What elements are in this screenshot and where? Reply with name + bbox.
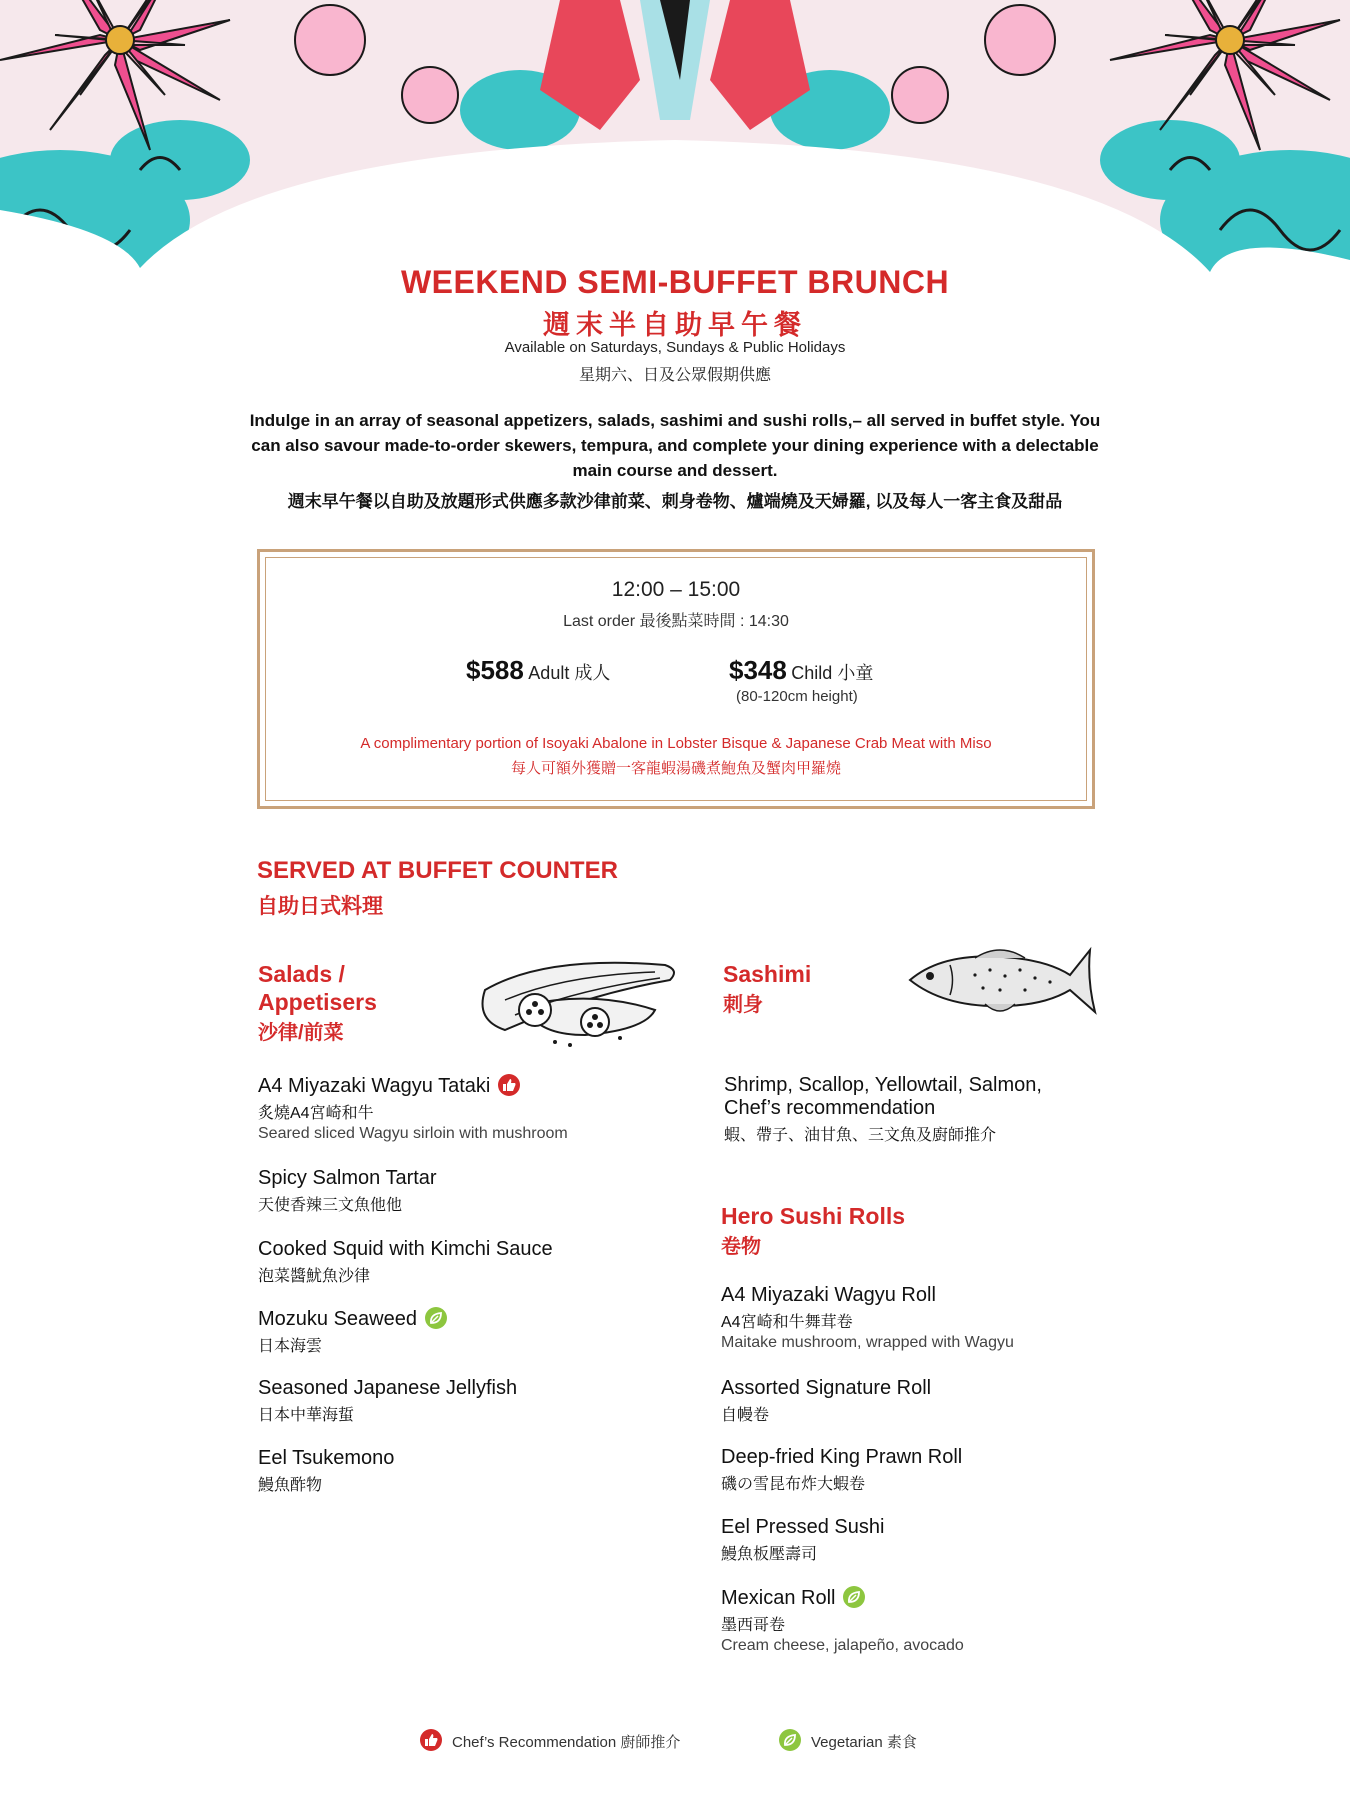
page-title-chinese: 週末半自助早午餐 (543, 310, 807, 340)
item-name: Eel Tsukemono (258, 1447, 395, 1469)
menu-item (258, 1377, 517, 1425)
menu-item (258, 1447, 394, 1495)
item-chinese: 鰻魚酢物 (258, 1477, 323, 1494)
item-chinese: 自幔卷 (721, 1407, 770, 1424)
item-name: Cooked Squid with Kimchi Sauce (258, 1238, 553, 1260)
section-heading: SERVED AT BUFFET COUNTER (257, 857, 618, 884)
complimentary-offer: A complimentary portion of Isoyaki Abalone in Lobster Bisque & Japanese Crab Meat with Miso (360, 735, 992, 752)
rolls-title-chinese: 卷物 (721, 1236, 761, 1258)
menu-item (258, 1074, 568, 1143)
item-name: A4 Miyazaki Wagyu Roll (721, 1284, 936, 1306)
item-chinese: 蝦、帶子、油甘魚、三文魚及廚師推介 (724, 1127, 997, 1144)
salads-category-title (258, 960, 377, 1045)
salads-title-chinese: 沙律/前菜 (258, 1022, 344, 1044)
item-name: Assorted Signature Roll (721, 1377, 932, 1399)
service-hours: 12:00 – 15:00 (611, 578, 741, 601)
item-description: Seared sliced Wagyu sirloin with mushroom (258, 1125, 568, 1142)
rolls-title: Hero Sushi Rolls (721, 1203, 906, 1229)
item-chinese: 天使香辣三文魚他他 (258, 1197, 403, 1214)
salads-title-line2: Appetisers (258, 989, 377, 1015)
child-height-note: (80-120cm height) (736, 688, 858, 705)
section-heading-chinese: 自助日式料理 (257, 895, 383, 918)
adult-label: Adult 成人 (528, 663, 611, 683)
sashimi-category-title (723, 960, 811, 1017)
page-title: WEEKEND SEMI-BUFFET BRUNCH (400, 264, 950, 300)
child-label: Child 小童 (791, 663, 874, 683)
item-chinese: 磯の雪昆布炸大蝦卷 (721, 1476, 866, 1493)
item-chinese: 日本中華海蜇 (258, 1407, 355, 1424)
item-name: A4 Miyazaki Wagyu Tataki (258, 1075, 491, 1097)
sashimi-title-chinese: 刺身 (723, 994, 763, 1016)
item-name: Spicy Salmon Tartar (258, 1167, 437, 1189)
menu-item (724, 1074, 1042, 1145)
menu-item (258, 1238, 553, 1286)
menu-item (258, 1167, 437, 1215)
item-chinese: 炙燒A4宮崎和牛 (258, 1105, 374, 1122)
thumbs-up-icon (498, 1074, 520, 1096)
legend-vegetarian (779, 1729, 917, 1752)
menu-item (721, 1446, 962, 1494)
item-name: Eel Pressed Sushi (721, 1516, 885, 1538)
adult-price-block (466, 655, 610, 686)
thumbs-up-icon (420, 1729, 442, 1751)
last-order-time: Last order 最後點菜時間 : 14:30 (563, 613, 789, 630)
menu-item (258, 1307, 447, 1356)
item-chinese: 墨西哥卷 (721, 1617, 786, 1634)
fish-illustration (905, 940, 1100, 1025)
item-name: Seasoned Japanese Jellyfish (258, 1377, 518, 1399)
availability-text: Available on Saturdays, Sundays & Public Holidays (504, 339, 846, 356)
availability-text-chinese: 星期六、日及公眾假期供應 (578, 367, 771, 384)
item-description: Cream cheese, jalapeño, avocado (721, 1637, 964, 1654)
child-price: $348 (729, 655, 787, 685)
item-chinese: 日本海雲 (258, 1338, 323, 1355)
legend-veg-label: Vegetarian 素食 (811, 1734, 917, 1751)
item-name-line2: Chef’s recommendation (724, 1097, 936, 1119)
item-name: Mexican Roll (721, 1587, 836, 1609)
menu-item (721, 1284, 1014, 1352)
leaf-icon (779, 1729, 801, 1751)
legend-chef-recommendation (420, 1729, 680, 1752)
child-price-block (729, 655, 873, 686)
item-chinese: 泡菜醬魷魚沙律 (258, 1268, 371, 1285)
item-name: Mozuku Seaweed (258, 1308, 417, 1330)
adult-price: $588 (466, 655, 524, 685)
item-chinese: A4宮崎和牛舞茸卷 (721, 1314, 853, 1331)
item-name-line1: Shrimp, Scallop, Yellowtail, Salmon, (724, 1074, 1042, 1096)
menu-item (721, 1377, 931, 1425)
complimentary-offer-chinese: 每人可額外獲贈一客龍蝦湯磯煮鮑魚及蟹肉甲羅燒 (510, 760, 841, 777)
okra-illustration (465, 950, 685, 1050)
salads-title-line1: Salads / (258, 961, 345, 987)
legend-chef-label: Chef’s Recommendation 廚師推介 (452, 1734, 681, 1751)
item-name: Deep-fried King Prawn Roll (721, 1446, 963, 1468)
sashimi-title: Sashimi (723, 961, 812, 987)
leaf-icon (425, 1307, 447, 1329)
menu-item (721, 1516, 884, 1564)
item-description: Maitake mushroom, wrapped with Wagyu (721, 1334, 1014, 1351)
intro-paragraph: Indulge in an array of seasonal appetizers, salads, sashimi and sushi rolls,– all served in buffet style. You can also savour made-to-order skewers, tempura, and complete your dining experience with a delectable main course and dessert. (249, 411, 1101, 480)
intro-paragraph-chinese: 週末早午餐以自助及放題形式供應多款沙律前菜、刺身卷物、爐端燒及天婦羅, 以及每人一客主食及甜品 (287, 492, 1063, 511)
header-floral-artwork (0, 0, 1350, 290)
menu-item (721, 1586, 964, 1655)
rolls-category-title (721, 1202, 905, 1259)
leaf-icon (843, 1586, 865, 1608)
item-chinese: 鰻魚板壓壽司 (721, 1546, 818, 1563)
